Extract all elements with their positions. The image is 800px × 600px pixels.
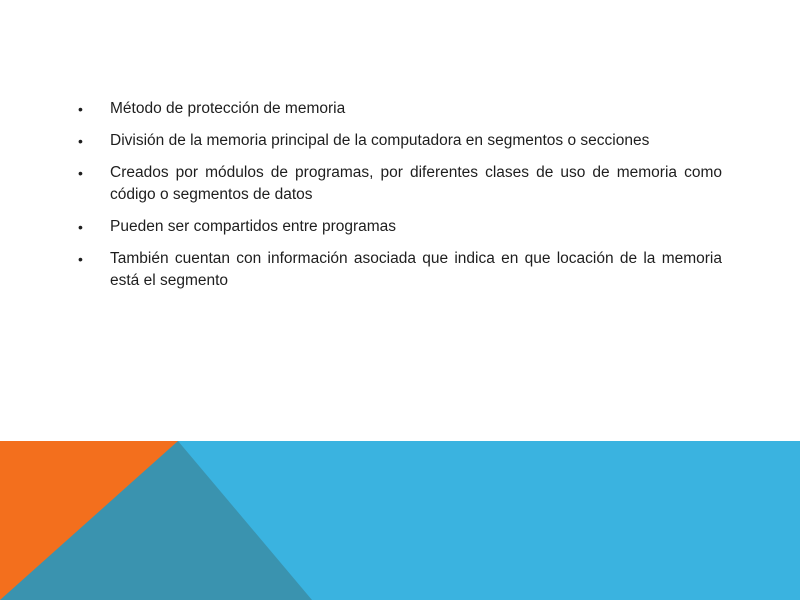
bullet-item	[78, 162, 722, 206]
bullet-item	[78, 98, 722, 120]
bullet-text: División de la memoria principal de la computadora en segmentos o secciones	[110, 132, 650, 149]
bullet-item	[78, 130, 722, 152]
bullet-item	[78, 248, 722, 292]
bullet-text: Método de protección de memoria	[110, 100, 346, 117]
bullet-list	[78, 98, 722, 292]
bullet-text: Pueden ser compartidos entre programas	[110, 218, 397, 235]
bullet-marker: •	[78, 133, 83, 149]
bullet-marker: •	[78, 165, 83, 181]
slide-body	[78, 98, 722, 302]
bullet-text: También cuentan con información asociada que indica en que locación de la memoria está el segmento	[110, 250, 722, 289]
bullet-marker: •	[78, 101, 83, 117]
bullet-marker: •	[78, 251, 83, 267]
bullet-text: Creados por módulos de programas, por diferentes clases de uso de memoria como código o segmentos de datos	[110, 164, 722, 203]
decorative-band	[0, 441, 800, 600]
bullet-item	[78, 216, 722, 238]
bullet-marker: •	[78, 219, 83, 235]
